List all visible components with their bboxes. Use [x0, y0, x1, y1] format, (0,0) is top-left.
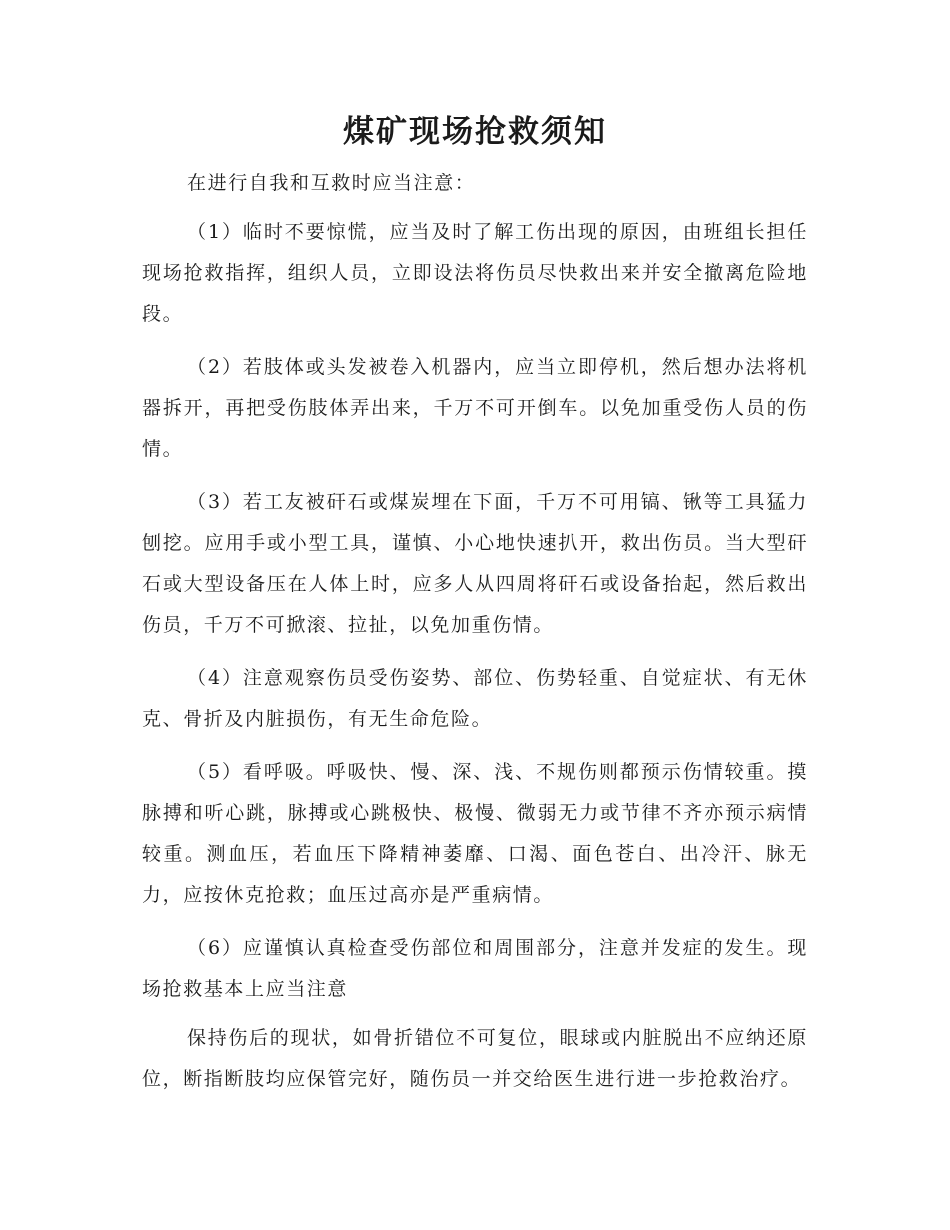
item-paragraph-6: [142, 928, 808, 1010]
item-6-text: （6）应谨慎认真检查受伤部位和周围部分，注意并发症的发生。: [187, 937, 788, 959]
intro-paragraph: 在进行自我和互救时应当注意：: [187, 172, 476, 194]
document-title: 煤矿现场抢救须知: [343, 114, 607, 150]
item-paragraph-3: （3）若工友被矸石或煤炭埋在下面，千万不可用镐、锹等工具猛力刨挖。应用手或小型工具，谨慎、小心地快速扒开，救出伤员。当大型矸石或大型设备压在人体上时，应多人从四周将矸石或设备抬起，然后救出伤员，千万不可掀滚、拉扯，以免加重伤情。: [142, 491, 808, 636]
document-body: [142, 163, 808, 1112]
item-paragraph-5: （5）看呼吸。呼吸快、慢、深、浅、不规伤则都预示伤情较重。摸脉搏和听心跳，脉搏或心跳极快、极慢、微弱无力或节律不齐亦预示病情较重。测血压，若血压下降精神萎靡、口渴、面色苍白、出冷汗、脉无力，应按休克抢救；血压过高亦是严重病情。: [142, 761, 808, 906]
item-paragraph-4: （4）注意观察伤员受伤姿势、部位、伤势轻重、自觉症状、有无休克、骨折及内脏损伤，有无生命危险。: [142, 667, 808, 730]
section-heading: 现场抢救基本上应当注意: [142, 937, 808, 1000]
item-paragraph-2: （2）若肢体或头发被卷入机器内，应当立即停机，然后想办法将机器拆开，再把受伤肢体弄出来，千万不可开倒车。以免加重受伤人员的伤情。: [142, 356, 808, 460]
closing-paragraph: 保持伤后的现状，如骨折错位不可复位，眼球或内脏脱出不应纳还原位，断指断肢均应保管完好，随伤员一并交给医生进行进一步抢救治疗。: [142, 1027, 808, 1090]
item-paragraph-1: （1）临时不要惊慌，应当及时了解工伤出现的原因，由班组长担任现场抢救指挥，组织人员，立即设法将伤员尽快救出来并安全撤离危险地段。: [142, 221, 808, 325]
